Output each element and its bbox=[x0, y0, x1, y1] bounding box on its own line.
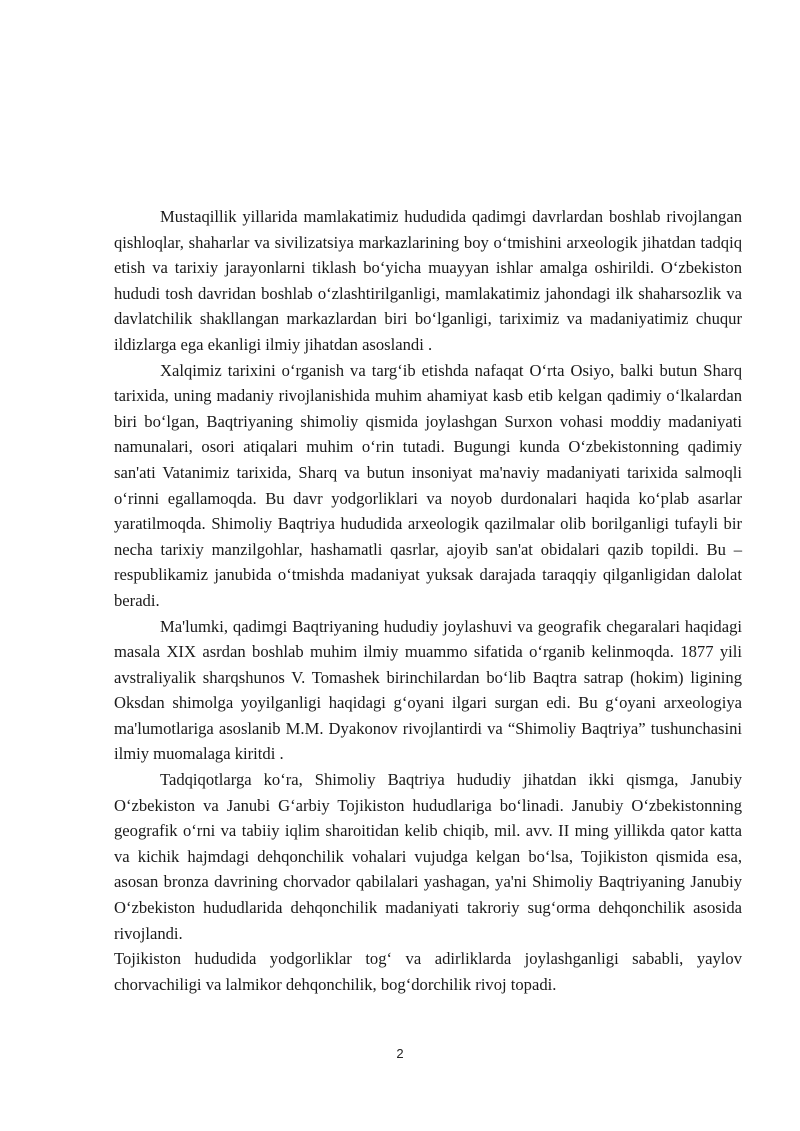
body-text bbox=[114, 204, 742, 997]
paragraph-4: Tadqiqotlarga ko‘ra, Shimoliy Baqtriya hududiy jihatdan ikki qismga, Janubiy O‘zbekiston va Janubi G‘arbiy Tojikiston hududlariga bo‘linadi. Janubiy O‘zbekistonning geografik o‘rni va tabiiy iqlim sharoitidan kelib chiqib, mil. avv. II ming yillikda qator katta va kichik hajmdagi dehqonchilik vohalari vujudga kelgan bo‘lsa, Tojikiston qismida esa, asosan bronza davrining chorvador qabilalari yashagan, ya'ni Shimoliy Baqtriyaning Janubiy O‘zbekiston hududlarida dehqonchilik madaniyati takroriy sug‘orma dehqonchilik asosida rivojlandi. bbox=[114, 770, 742, 943]
page-number: 2 bbox=[396, 1046, 404, 1061]
paragraph-1: Mustaqillik yillarida mamlakatimiz hududida qadimgi davrlardan boshlab rivojlangan qishloqlar, shaharlar va sivilizatsiya markazlarining boy o‘tmishini arxeologik jihatdan tadqiq etish va tarixiy jarayonlarni tiklash bo‘yicha muayyan ishlar amalga oshirildi. O‘zbekiston hududi tosh davridan boshlab o‘zlashtirilganligi, mamlakatimiz jahondagi ilk shaharsozlik va davlatchilik shakllangan markazlardan biri bo‘lganligi, tariximiz va madaniyatimiz chuqur ildizlarga ega ekanligi ilmiy jihatdan asoslandi . bbox=[114, 207, 742, 354]
paragraph-2: Xalqimiz tarixini o‘rganish va targ‘ib etishda nafaqat O‘rta Osiyo, balki butun Sharq tarixida, uning madaniy rivojlanishida muhim ahamiyat kasb etib kelgan qadimiy o‘lkalardan biri bo‘lgan, Baqtriyaning shimoliy qismida joylashgan Surxon vohasi moddiy madaniyati namunalari, osori atiqalari muhim o‘rin tutadi. Bugungi kunda O‘zbekistonning qadimiy san'ati Vatanimiz tarixida, Sharq va butun insoniyat ma'naviy madaniyati tarixida salmoqli o‘rinni egallamoqda. Bu davr yodgorliklari va noyob durdonalari haqida ko‘plab asarlar yaratilmoqda. Shimoliy Baqtriya hududida arxeologik qazilmalar olib borilganligi tufayli bir necha tarixiy manzilgohlar, hashamatli qasrlar, ajoyib san'at obidalari qazib topildi. Bu – respublikamiz janubida o‘tmishda madaniyat yuksak darajada taraqqiy qilganligidan dalolat beradi. bbox=[114, 360, 742, 610]
paragraph-5: Tojikiston hududida yodgorliklar tog‘ va adirliklarda joylashganligi sababli, yaylov chorvachiligi va lalmikor dehqonchilik, bog‘dorchilik rivoj topadi. bbox=[114, 949, 742, 994]
paragraph-3: Ma'lumki, qadimgi Baqtriyaning hududiy joylashuvi va geografik chegaralari haqidagi masala XIX asrdan boshlab muhim ilmiy muammo sifatida o‘rganib kelinmoqda. 1877 yili avstraliyalik sharqshunos V. Tomashek birinchilardan bo‘lib Baqtra satrap (hokim) ligining Oksdan shimolga yoyilganligi haqidagi g‘oyani ilgari surgan edi. Bu g‘oyani arxeologiya ma'lumotlariga asoslanib M.M. Dyakonov rivojlantirdi va “Shimoliy Baqtriya” tushunchasini ilmiy muomalaga kiritdi . bbox=[114, 616, 742, 764]
